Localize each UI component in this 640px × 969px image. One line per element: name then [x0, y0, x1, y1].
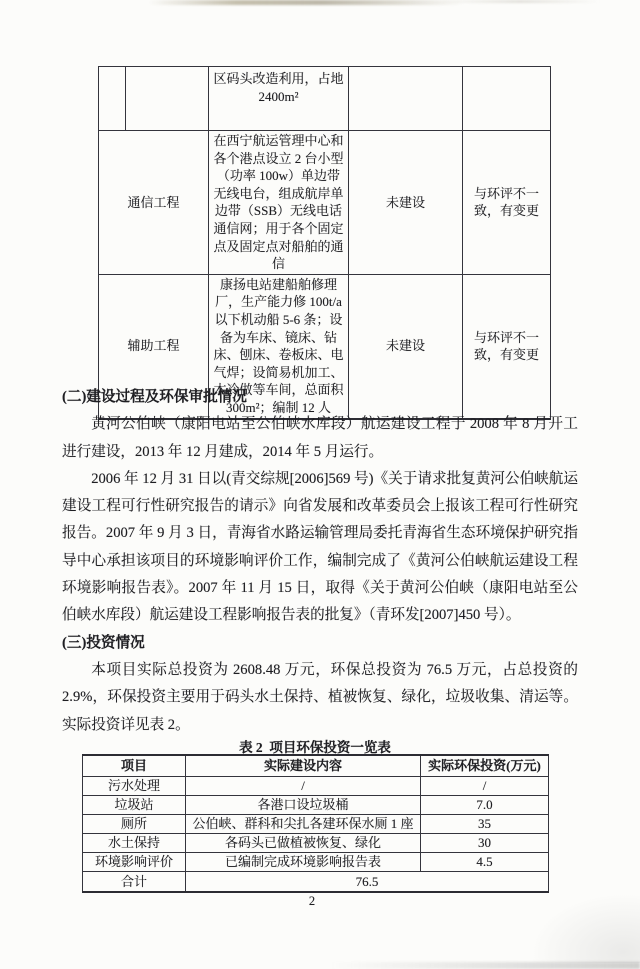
table-cell-status: 未建设: [349, 131, 463, 275]
table-cell-content: 区码头改造利用，占地 2400m²: [209, 67, 349, 131]
scan-artifact-bottom: [330, 962, 640, 969]
table-row: [83, 834, 549, 853]
table-cell-empty: [99, 67, 126, 131]
paragraph: 2006 年 12 月 31 日以(青交综规[2006]569 号)《关于请求批复黄河公伯峡航运建设工程可行性研究报告的请示》向省发展和改革委员会上报该工程可行性研究报告。2007 年 9 月 3 日，青海省水路运输管理局委托青海省生态环境保护研究指导中心承担该项目的环境影响评价工作，编制完成了《黄河公伯峡航运建设工程环境影响报告表》。2007 年 11 月 15 日，取得《关于黄河公伯峡（康阳电站至公伯峡水库段）航运建设工程影响报告表的批复》（青环发[2007]450 号）。: [62, 470, 578, 624]
table-cell-consistency: 与环评不一致，有变更: [463, 131, 551, 275]
table-row-communication: [99, 131, 551, 275]
cell-item: 厕所: [83, 815, 186, 834]
cell-investment: /: [421, 777, 549, 796]
cell-item: 垃圾站: [83, 796, 186, 815]
cell-investment: 35: [421, 815, 549, 834]
cell-total-value: 76.5: [186, 872, 549, 893]
table-cell-empty: [349, 67, 463, 131]
table-cell-empty: [463, 67, 551, 131]
cell-content: /: [186, 777, 421, 796]
header-item: 项目: [83, 755, 186, 777]
table-cell-status: 未建设: [349, 274, 463, 418]
table-row: [83, 796, 549, 815]
table-row: [83, 815, 549, 834]
cell-content: 已编制完成环境影响报告表: [186, 853, 421, 872]
table2-title: 表 2 项目环保投资一览表: [239, 740, 391, 755]
scan-artifact-top-right: [440, 0, 600, 3]
table-row-continued: [99, 67, 551, 131]
cell-item: 污水处理: [83, 777, 186, 796]
cell-item: 环境影响评价: [83, 853, 186, 872]
section-heading-3: (三)投资情况: [62, 634, 145, 651]
scan-artifact-top: [148, 0, 464, 5]
table-row: [83, 853, 549, 872]
paragraph: 本项目实际总投资为 2608.48 万元，环保总投资为 76.5 万元，占总投资的 2.9%，环保投资主要用于码头水土保持、植被恢复、绿化，垃圾收集、清运等。实际投资详见表 2。: [62, 661, 578, 733]
header-content: 实际建设内容: [186, 755, 421, 777]
header-investment: 实际环保投资(万元): [421, 755, 549, 777]
table-cell-label: 通信工程: [99, 131, 209, 275]
cell-content: 各港口设垃圾桶: [186, 796, 421, 815]
cell-total-label: 合计: [83, 872, 186, 893]
cell-investment: 30: [421, 834, 549, 853]
scan-artifact-corner: [530, 893, 640, 963]
section-heading-2: (二)建设过程及环保审批情况: [62, 389, 247, 405]
table-cell-content: 康扬电站建船舶修理厂，生产能力修 100t/a 以下机动船 5-6 条；设备为车床、镜床、钻床、刨床、卷板床、电气焊；设简易机加工、木冷做等车间，总面积 300m²；编制 12 人: [209, 274, 349, 418]
table-cell-consistency: 与环评不一致，有变更: [463, 274, 551, 418]
document-body: [62, 384, 578, 739]
cell-investment: 4.5: [421, 853, 549, 872]
cell-content: 各码头已做植被恢复、绿化: [186, 834, 421, 853]
cell-investment: 7.0: [421, 796, 549, 815]
table-total-row: [83, 872, 549, 893]
page-number: 2: [308, 894, 316, 908]
table-header-row: [83, 755, 549, 777]
cell-content: 公伯峡、群科和尖扎各建环保水厕 1 座: [186, 815, 421, 834]
paragraph: 黄河公伯峡（康阳电站至公伯峡水库段）航运建设工程于 2008 年 8 月开工进行建设，2013 年 12 月建成，2014 年 5 月运行。: [62, 416, 578, 460]
cell-item: 水土保持: [83, 834, 186, 853]
table-cell-content: 在西宁航运管理中心和各个港点设立 2 台小型（功率 100w）单边带无线电台，组成航岸单边带（SSB）无线电话通信网；用于各个固定点及固定点对船舶的通信: [209, 131, 349, 275]
project-status-table: [98, 66, 551, 420]
table-cell-label: 辅助工程: [99, 274, 209, 418]
table-row: [83, 777, 549, 796]
investment-table: [82, 754, 549, 893]
table-cell-empty: [126, 67, 209, 131]
